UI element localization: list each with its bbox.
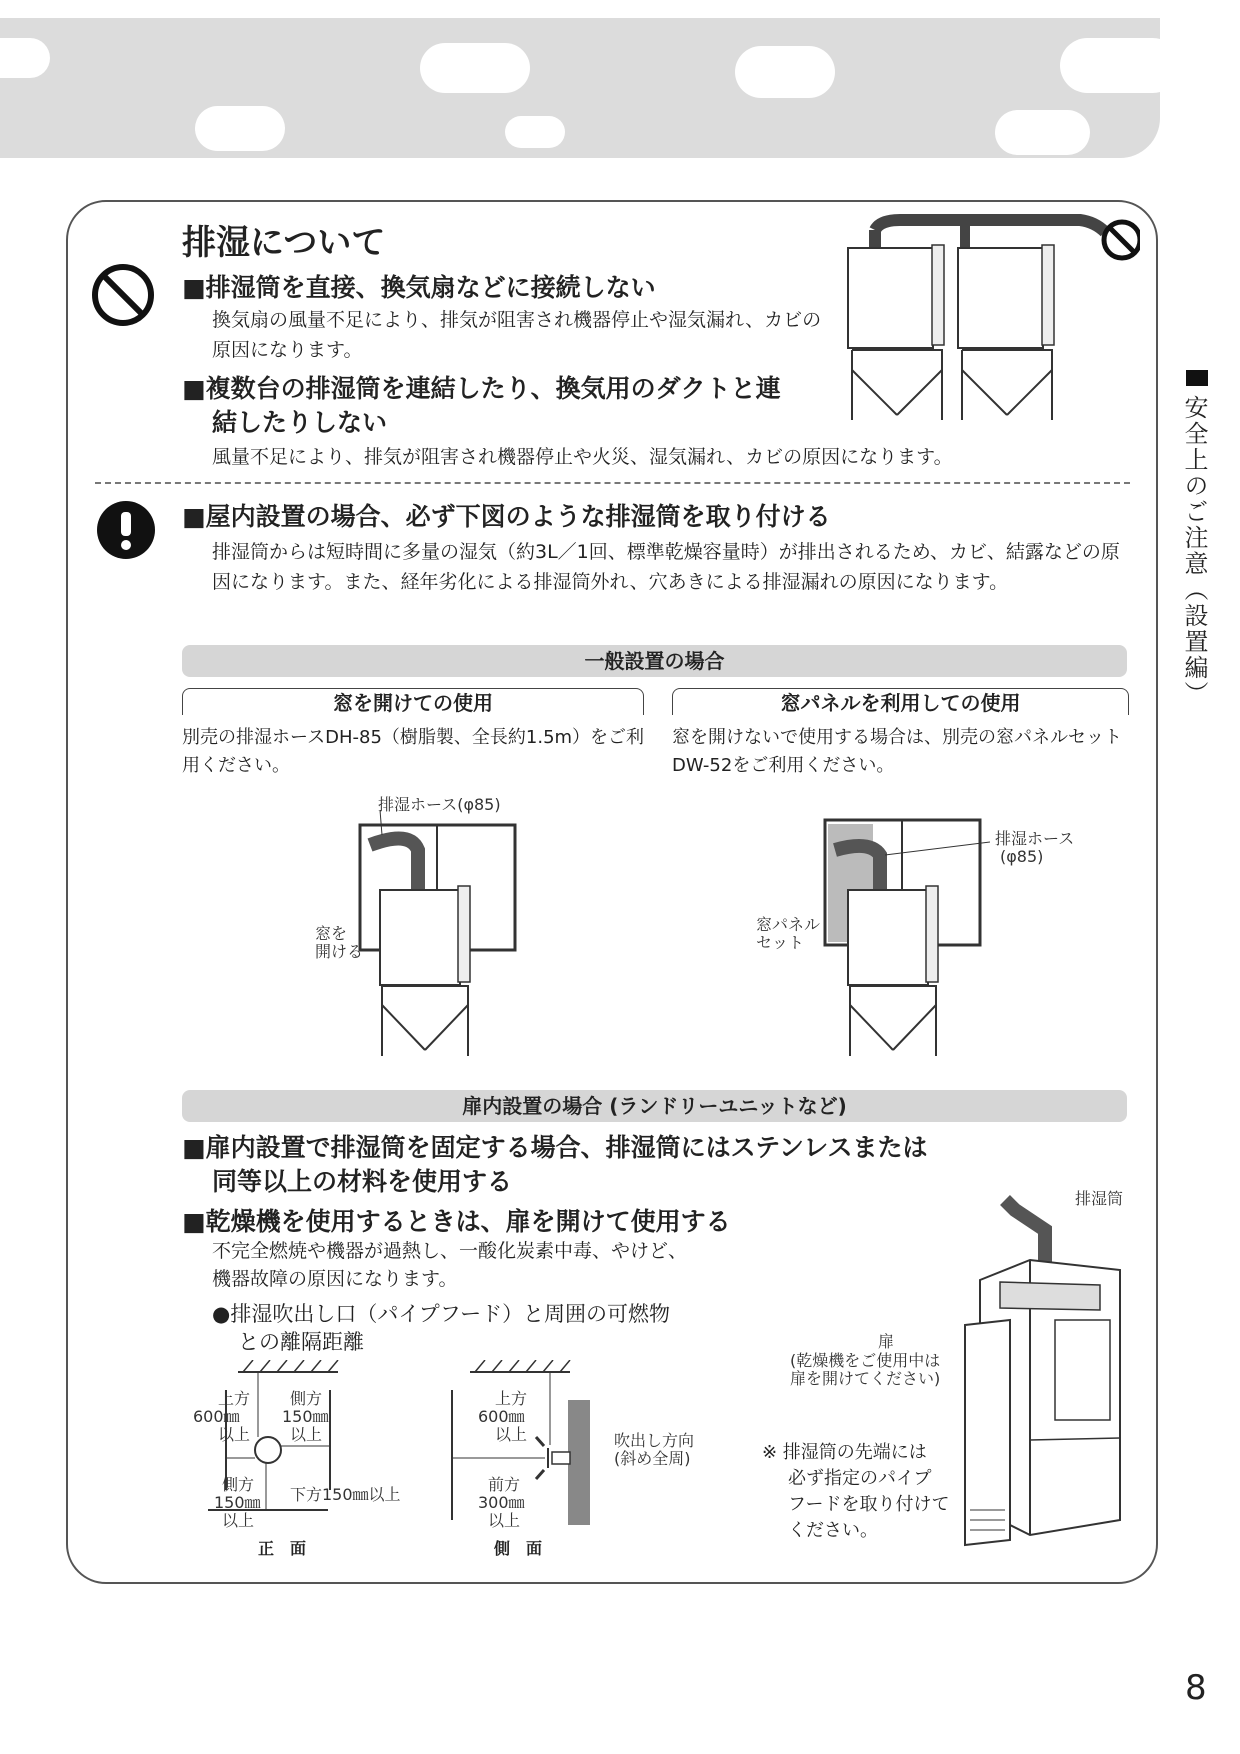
divider (95, 482, 1130, 484)
front-top-2: 600㎜ (193, 1407, 240, 1426)
side-top-2: 600㎜ (478, 1407, 525, 1426)
note-4: ください。 (788, 1520, 878, 1541)
indoor-bar: 扉内設置の場合 (ランドリーユニットなど) (182, 1090, 1127, 1122)
side-dir-1: 吹出し方向 (614, 1431, 695, 1450)
req-heading: ■屋内設置の場合、必ず下図のような排湿筒を取り付ける (182, 502, 831, 531)
front-top-1: 上方 (218, 1389, 251, 1408)
side-front-2: 300㎜ (478, 1493, 525, 1512)
section-title: 排湿について (182, 223, 386, 263)
right-tab: 窓パネルを利用しての使用 (672, 688, 1129, 715)
front-side2-3: 以上 (222, 1511, 255, 1530)
note-1: ※ 排湿筒の先端には (762, 1442, 927, 1463)
left-label-window-2: 開ける (315, 942, 364, 961)
right-label-hose-2: (φ85) (1000, 847, 1044, 866)
left-label-window-1: 窓を (315, 924, 348, 943)
exclamation-icon (96, 500, 156, 560)
warn2-heading-line1: ■複数台の排湿筒を連結したり、換気用のダクトと連 (182, 374, 781, 403)
side-clearance-diagram (440, 1360, 640, 1535)
right-label-hose-1: 排湿ホース (995, 829, 1075, 848)
front-side-2: 150㎜ (282, 1407, 329, 1426)
indoor-body-1: 不完全燃焼や機器が過熱し、一酸化炭素中毒、やけど、 (212, 1240, 688, 1262)
note-3: フードを取り付けて (788, 1494, 950, 1515)
req-body: 排湿筒からは短時間に多量の湿気（約3L／1回、標準乾燥容量時）が排出されるため、カビ、結露などの原因になります。また、経年劣化による排湿筒外れ、穴あきによる排湿漏れの原因になります。 (212, 541, 1120, 593)
warn2-heading-line2: 結したりしない (212, 408, 388, 437)
label-door-note-1: (乾燥機をご使用中は (790, 1351, 941, 1370)
front-bottom: 下方150㎜以上 (290, 1485, 401, 1504)
side-caption: 側 面 (494, 1539, 543, 1558)
left-label-hose: 排湿ホース(φ85) (378, 795, 501, 814)
left-text: 別売の排湿ホースDH-85（樹脂製、全長約1.5m）をご利用ください。 (182, 727, 645, 776)
header-banner (0, 18, 1160, 158)
window-panel-illustration (780, 810, 990, 1060)
right-label-panel-2: セット (756, 933, 805, 952)
right-text: 窓を開けないで使用する場合は、別売の窓パネルセットDW-52をご利用ください。 (672, 727, 1122, 776)
note-2: 必ず指定のパイプ (788, 1468, 932, 1489)
warn1-body: 換気扇の風量不足により、排気が阻害され機器停止や湿気漏れ、カビの原因になります。 (212, 309, 822, 361)
label-exhaust: 排湿筒 (1075, 1189, 1124, 1208)
front-side2-1: 側方 (222, 1475, 255, 1494)
side-marker (1186, 370, 1208, 386)
page-number: 8 (1185, 1668, 1207, 1708)
bullet-line1: ●排湿吹出し口（パイプフード）と周囲の可燃物 (212, 1302, 671, 1326)
warn2-body: 風量不足により、排気が阻害され機器停止や火災、湿気漏れ、カビの原因になります。 (212, 446, 953, 468)
front-top-3: 以上 (218, 1425, 251, 1444)
label-door-note-2: 扉を開けてください) (790, 1369, 941, 1388)
side-dir-2: (斜め全周) (614, 1449, 691, 1468)
indoor-h2: ■乾燥機を使用するときは、扉を開けて使用する (182, 1207, 731, 1236)
label-door: 扉 (878, 1332, 895, 1351)
bullet-line2: との離隔距離 (238, 1330, 364, 1354)
front-side-1: 側方 (290, 1389, 323, 1408)
right-label-panel-1: 窓パネル (756, 915, 821, 934)
laundry-unit-illustration (955, 1190, 1155, 1550)
front-side-3: 以上 (290, 1425, 323, 1444)
prohibition-icon (90, 262, 156, 328)
indoor-h1-line2: 同等以上の材料を使用する (212, 1167, 513, 1196)
side-front-3: 以上 (488, 1511, 521, 1530)
side-top-3: 以上 (495, 1425, 528, 1444)
front-caption: 正 面 (258, 1539, 307, 1558)
left-tab: 窓を開けての使用 (182, 688, 644, 715)
connected-dryers-illustration (840, 210, 1140, 422)
front-side2-2: 150㎜ (214, 1493, 261, 1512)
side-front-1: 前方 (488, 1475, 521, 1494)
side-label: 安全上のご注意（設置編） (1180, 395, 1208, 707)
warn1-heading: ■排湿筒を直接、換気扇などに接続しない (182, 273, 656, 302)
general-bar: 一般設置の場合 (182, 645, 1127, 677)
indoor-h1-line1: ■扉内設置で排湿筒を固定する場合、排湿筒にはステンレスまたは (182, 1133, 928, 1162)
indoor-body-2: 機器故障の原因になります。 (212, 1268, 458, 1290)
side-top-1: 上方 (495, 1389, 528, 1408)
